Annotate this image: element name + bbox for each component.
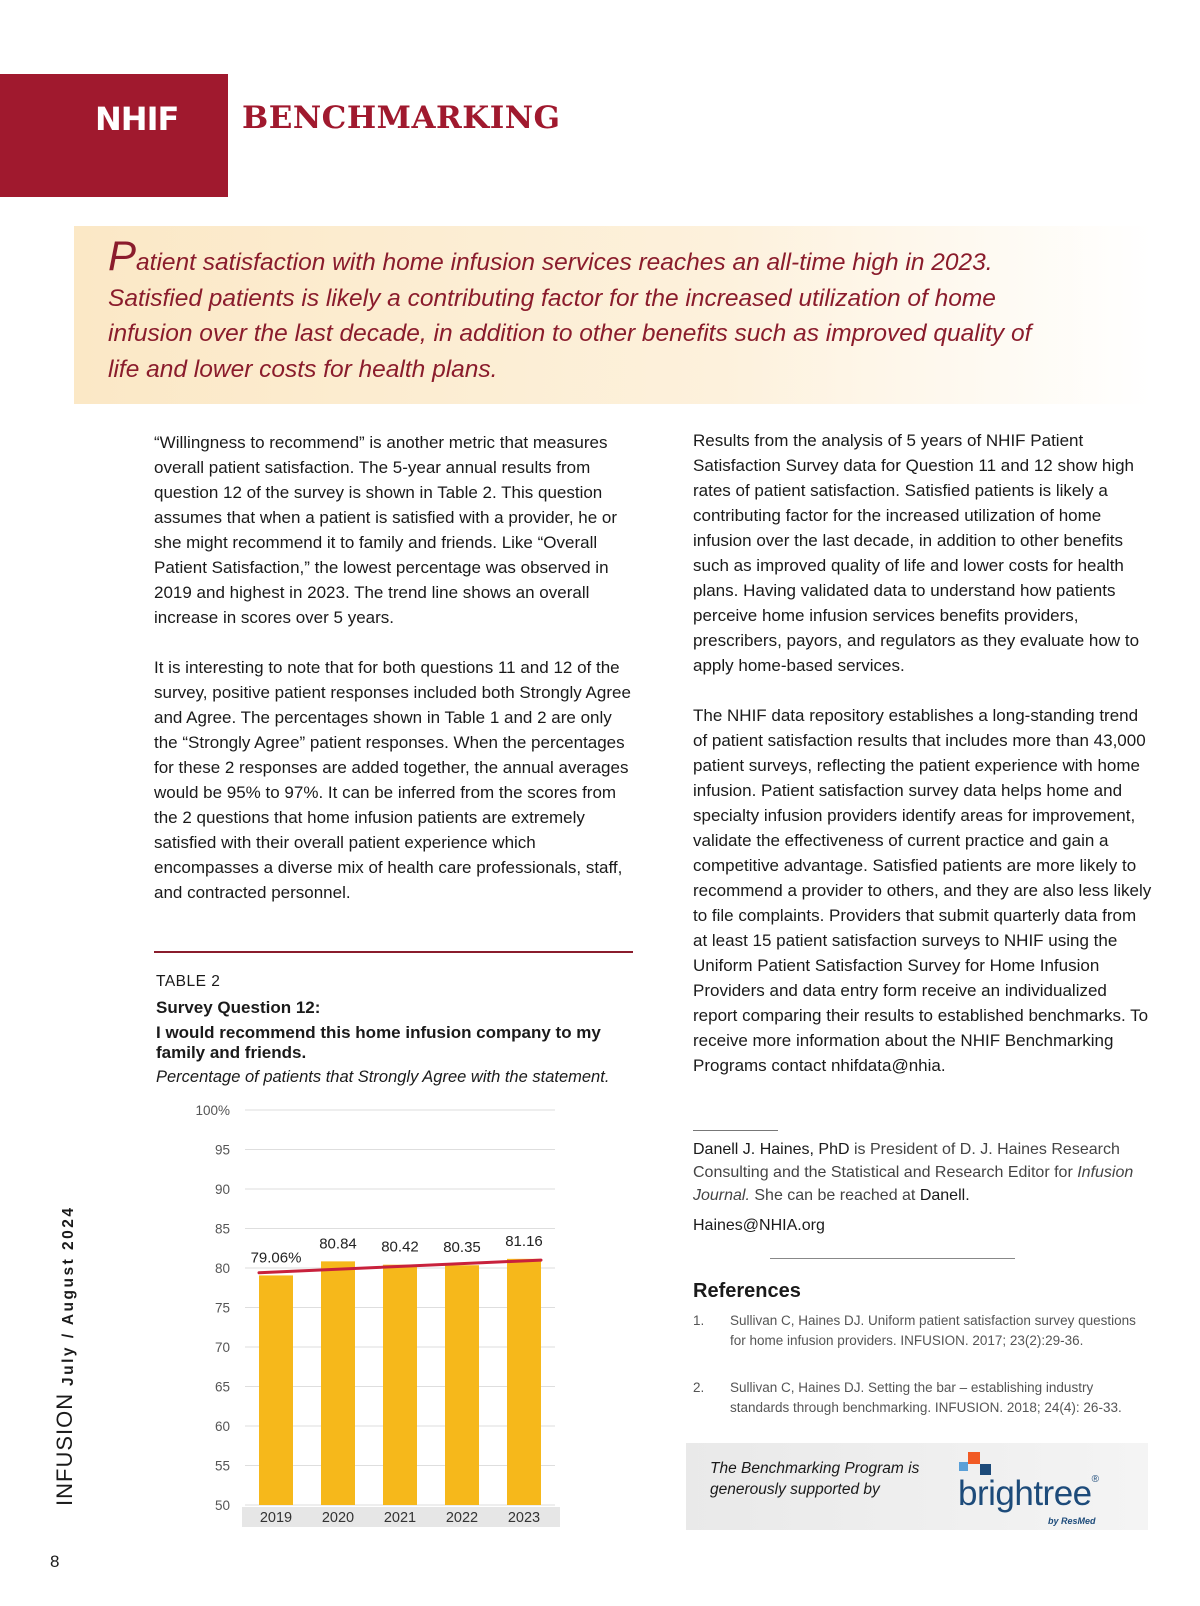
bar [259,1275,293,1505]
bio-rule [693,1130,778,1131]
brand-wordmark: brightree® [958,1474,1099,1513]
left-paragraph-2: It is interesting to note that for both questions 11 and 12 of the survey, positive patient responses included both Strongly Agree and Agree. The percentages shown in Table 1 and 2 are only the “Strongly Agree” patient responses. When the percentages for these 2 responses are added together, the annual averages would be 95% to 97%. It can be inferred from the scores from the 2 questions that home infusion patients are extremely satisfied with their overall patient experience which encompasses a diverse mix of health care professionals, staff, and contracted personnel. [154,658,631,902]
references-title: References [693,1280,801,1302]
journal-name: Infusion Journal. [693,1164,1134,1204]
author-email-part: Danell. [919,1187,970,1204]
section-title: BENCHMARKING [242,100,561,136]
y-tick-label: 60 [214,1419,230,1434]
header-badge: NHIF [95,100,179,138]
y-tick-label: 65 [214,1379,230,1395]
issue-date: July / August 2024 [60,1205,77,1386]
x-tick-label: 2020 [321,1510,355,1526]
x-tick-label: 2023 [507,1510,541,1526]
bar [383,1265,417,1505]
table-question: Survey Question 12: [156,998,321,1017]
y-tick-label: 50 [214,1498,230,1513]
table-note: Percentage of patients that Strongly Agree with the statement. [156,1068,610,1086]
bio-text: is President of D. J. Haines Research Consulting and the Statistical and Research Editor for [693,1141,1120,1181]
table-statement: I would recommend this home infusion company to my family and friends. [156,1023,601,1062]
data-label: 80.42 [381,1238,419,1256]
left-paragraph-1: “Willingness to recommend” is another metric that measures overall patient satisfaction. The 5-year annual results from question 12 of the survey is shown in Table 2. This question assumes that when a patient is satisfied with a provider, he or she might recommend it to family and friends. Like “Overall Patient Satisfaction,” the lowest percentage was observed in 2019 and highest in 2023. The trend line shows an overall increase in scores over 5 years. [154,433,618,627]
bar [507,1259,541,1505]
references-rule [770,1258,1015,1259]
y-tick-label: 75 [214,1300,230,1316]
x-tick-label: 2019 [259,1510,293,1526]
reference-text: Sullivan C, Haines DJ. Uniform patient satisfaction survey questions for home infusion providers. INFUSION. 2017; 23(2):29-36. [730,1313,1136,1348]
data-label: 80.84 [319,1235,357,1253]
right-paragraph-2: The NHIF data repository establishes a long-standing trend of patient satisfaction results that includes more than 43,000 patient surveys, reflecting the patient experience with home infusion. Patient satisfaction survey data helps home and specialty infusion providers identify areas for improvement, validate the effectiveness of current practice and gain a competitive advantage. Satisfied patients are more likely to recommend a provider to others, and they are also less likely to file complaints. Providers that submit quarterly data from at least 15 patient satisfaction surveys to NHIF using the Uniform Patient Satisfaction Survey for Home Infusion Providers and data entry form receive an individualized report comparing their results to established benchmarks. To receive more information about the NHIF Benchmarking Programs contact nhifdata@nhia. [693,706,1152,1075]
y-tick-label: 95 [214,1142,230,1158]
reference-item [693,1311,1153,1350]
data-label: 80.35 [443,1239,481,1257]
brand-name: brightree [958,1474,1092,1513]
author-name: Danell J. Haines, PhD [693,1141,850,1158]
x-tick-label: 2022 [445,1510,479,1526]
x-tick-label: 2021 [383,1510,417,1526]
y-tick-label: 55 [214,1458,230,1474]
callout-body: atient satisfaction with home infusion services reaches an all-time high in 2023. Satisfied patients is likely a contributing factor for the increased utilization of home infusion over the last decade, in addition to other benefits such as improved quality of life and lower costs for health plans. [108,249,1032,383]
table-divider [154,951,633,953]
magazine-logo: INFUSION [52,1392,77,1506]
left-column [154,430,632,930]
bar [321,1261,355,1505]
bar [445,1265,479,1505]
bar-chart [190,1100,590,1540]
bio-text-2: She can be reached at [749,1187,920,1204]
reference-text: Sullivan C, Haines DJ. Setting the bar – establishing industry standards through benchmarking. INFUSION. 2018; 24(4): 26-33. [730,1380,1122,1415]
author-bio [693,1138,1153,1207]
reference-number: 1. [693,1313,705,1328]
reference-number: 2. [693,1380,705,1395]
brand-sub: by ResMed [1048,1516,1096,1526]
y-tick-label: 70 [214,1340,230,1355]
sponsor-text: The Benchmarking Program is generously supported by [710,1460,920,1498]
data-label: 79.06% [250,1249,302,1267]
y-tick-label: 100% [195,1103,230,1118]
right-column [693,428,1155,1103]
y-tick-label: 90 [214,1182,230,1197]
page-number: 8 [50,1552,60,1571]
table-label: TABLE 2 [156,973,221,990]
callout-text [108,232,1058,387]
y-tick-label: 85 [214,1221,230,1237]
reference-item [693,1378,1153,1417]
author-email[interactable]: Haines@NHIA.org [693,1217,825,1234]
callout-dropcap: P [108,232,137,279]
y-tick-label: 80 [214,1261,230,1276]
right-paragraph-1: Results from the analysis of 5 years of NHIF Patient Satisfaction Survey data for Question 11 and 12 show high rates of patient satisfaction. Satisfied patients is likely a contributing factor for the increased utilization of home infusion over the last decade, in addition to other benefits such as improved quality of life and lower costs for health plans. Having validated data to understand how patients perceive home infusion services benefits providers, prescribers, payors, and regulators as they evaluate how to apply home-based services. [693,431,1140,675]
data-label: 81.16 [505,1232,543,1250]
